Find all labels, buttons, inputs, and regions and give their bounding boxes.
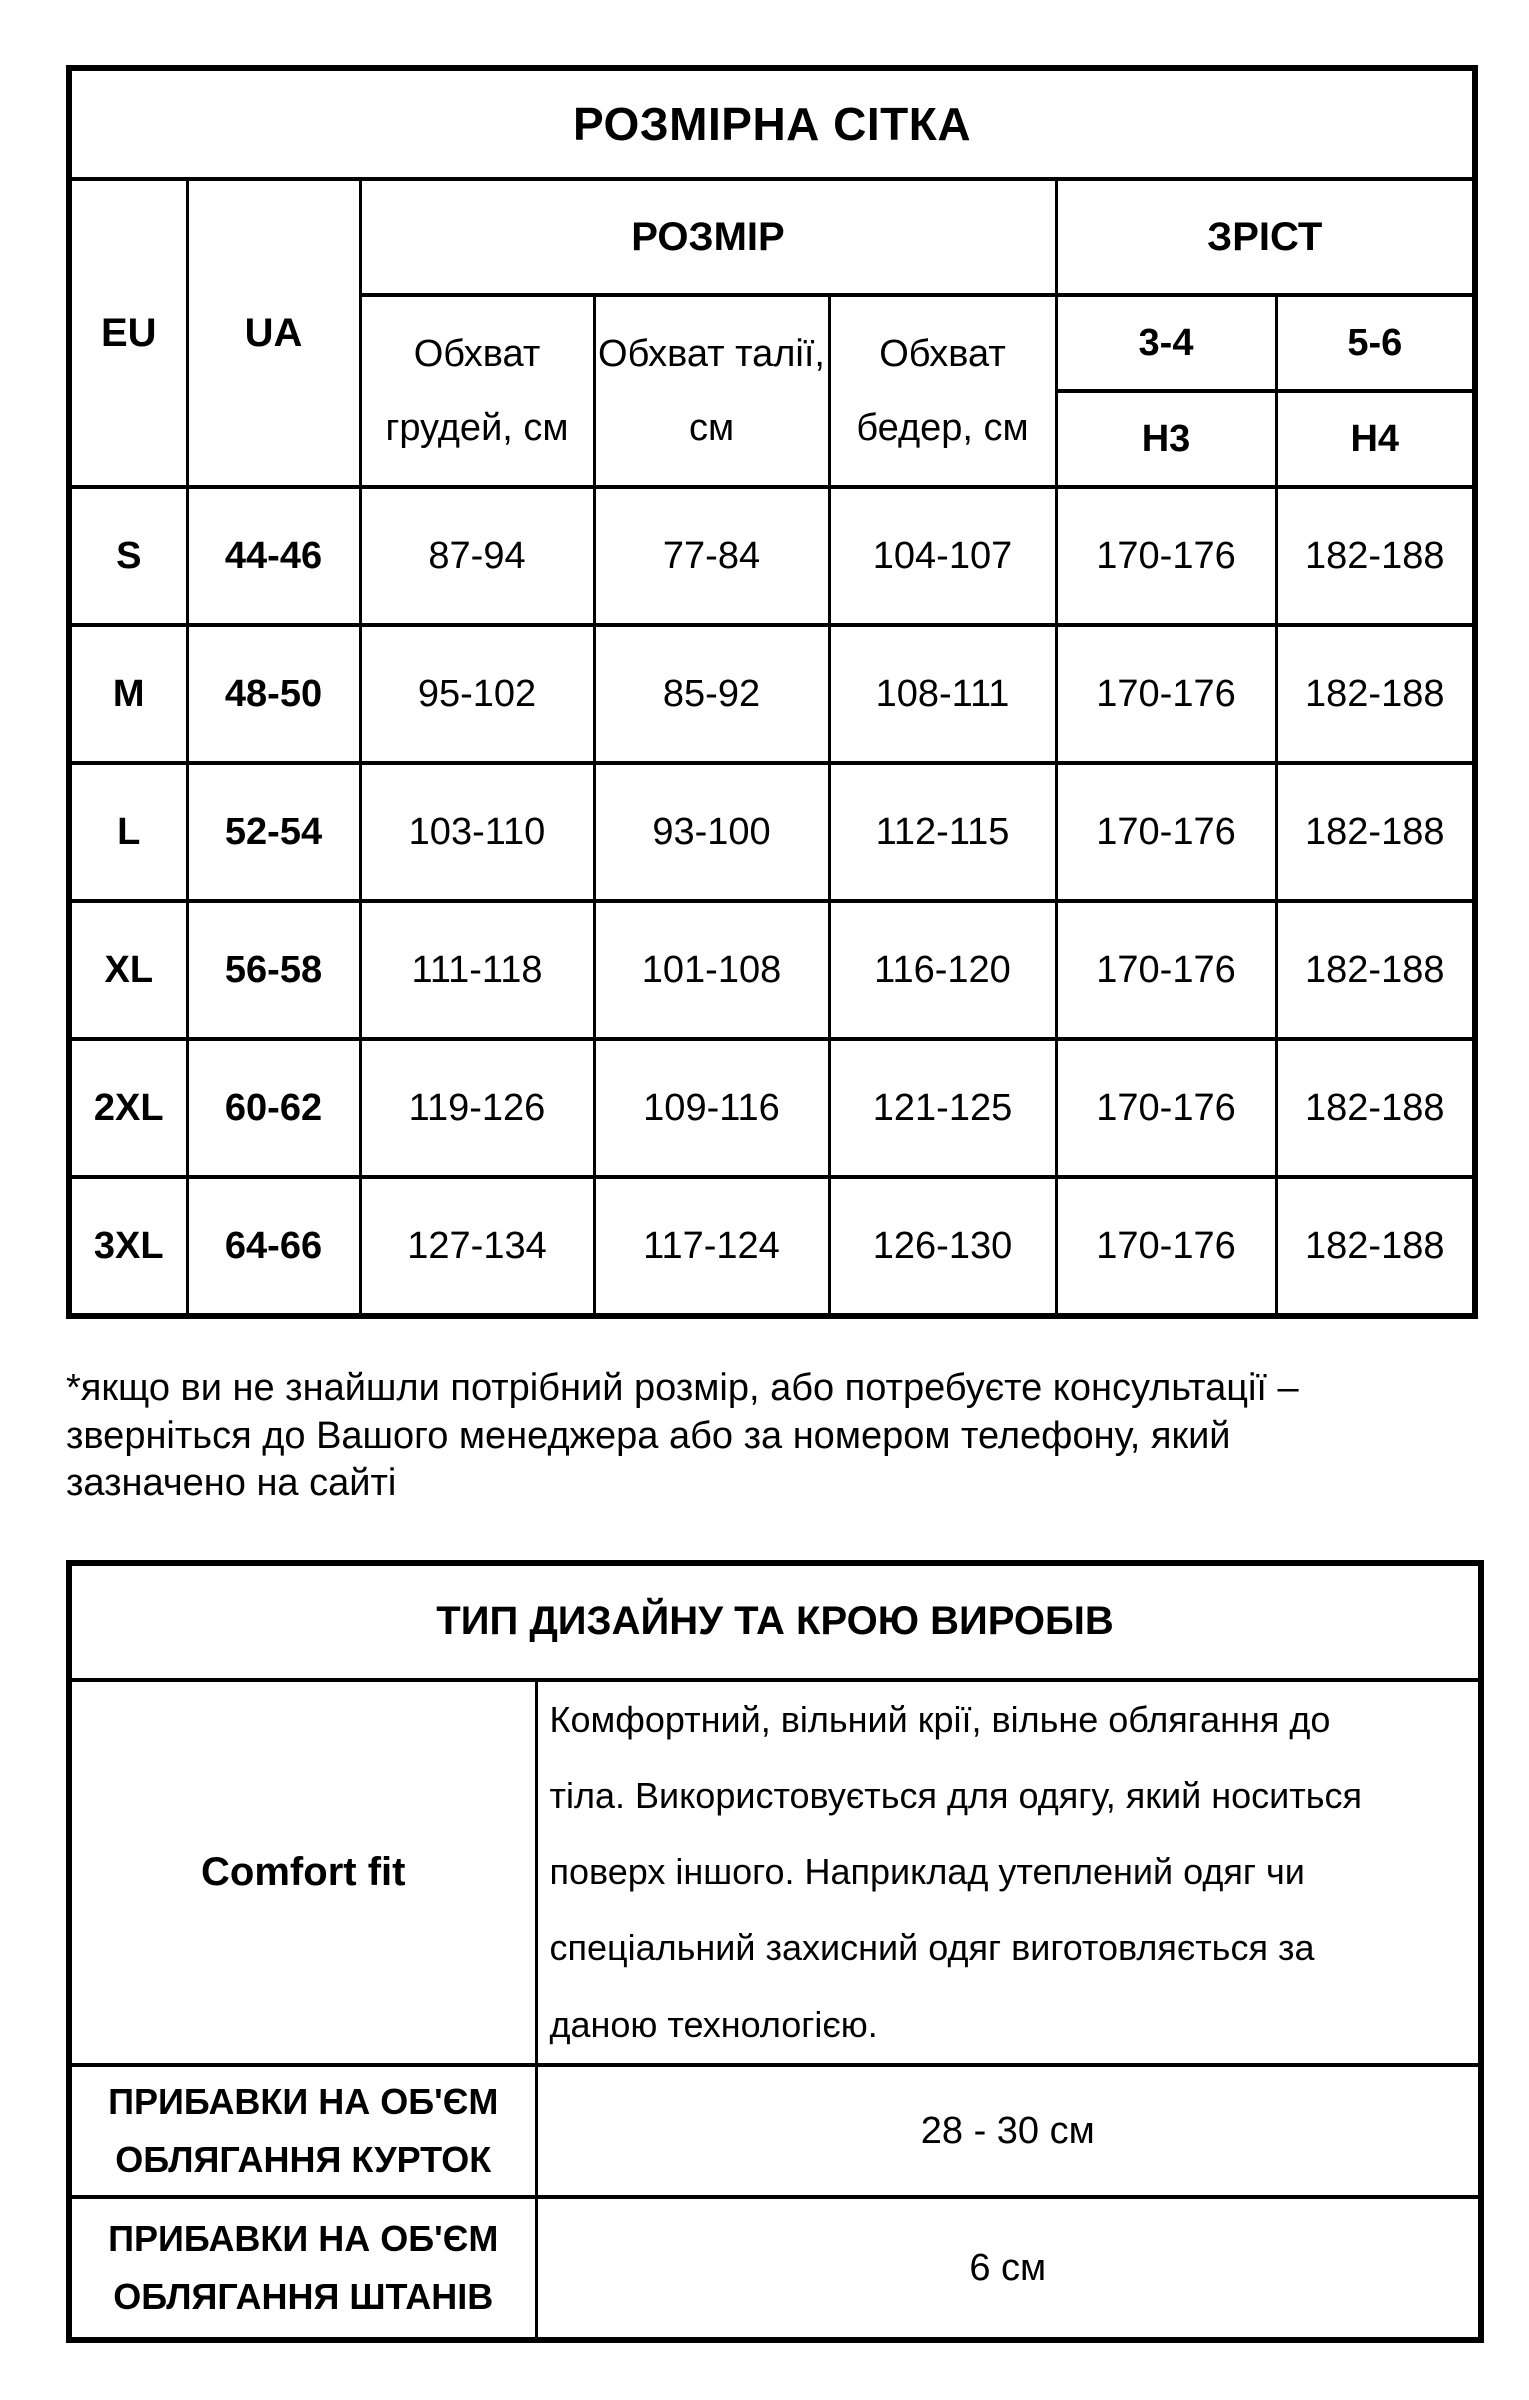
cell-ua: 64-66 xyxy=(187,1177,360,1316)
cell-ua: 60-62 xyxy=(187,1039,360,1177)
size-row-2xl xyxy=(69,1039,1475,1177)
cell-hips: 126-130 xyxy=(829,1177,1056,1316)
cell-height-h3: 170-176 xyxy=(1056,1177,1276,1316)
header-age-3-4: 3-4 xyxy=(1056,295,1276,391)
size-chart-table xyxy=(66,65,1478,1319)
comfort-fit-row xyxy=(69,1680,1481,2066)
cell-hips: 104-107 xyxy=(829,487,1056,625)
cell-ua: 56-58 xyxy=(187,901,360,1039)
jackets-allowance-row xyxy=(69,2065,1481,2197)
header-size-group: РОЗМІР xyxy=(360,179,1056,295)
cell-height-h4: 182-188 xyxy=(1276,487,1475,625)
cell-chest: 127-134 xyxy=(360,1177,594,1316)
cell-height-h3: 170-176 xyxy=(1056,487,1276,625)
cell-hips: 108-111 xyxy=(829,625,1056,763)
header-ua: UA xyxy=(187,179,360,487)
cell-height-h4: 182-188 xyxy=(1276,625,1475,763)
cell-height-h3: 170-176 xyxy=(1056,901,1276,1039)
size-chart-group-header-row xyxy=(69,179,1475,295)
cell-eu: XL xyxy=(69,901,187,1039)
header-hips: Обхват бедер, см xyxy=(829,295,1056,487)
cell-hips: 116-120 xyxy=(829,901,1056,1039)
cell-height-h3: 170-176 xyxy=(1056,763,1276,901)
comfort-fit-description: Комфортний, вільний крії, вільне облягання до тіла. Використовується для одягу, який носиться поверх іншого. Наприклад утеплений одяг чи спеціальний захисний одяг виготовляється за даною технологією. xyxy=(549,1698,1362,2045)
jackets-allowance-label: ПРИБАВКИ НА ОБ'ЄМ ОБЛЯГАННЯ КУРТОК xyxy=(69,2065,536,2197)
cell-height-h3: 170-176 xyxy=(1056,625,1276,763)
pants-allowance-value: 6 см xyxy=(536,2197,1481,2340)
cell-chest: 119-126 xyxy=(360,1039,594,1177)
cell-chest: 103-110 xyxy=(360,763,594,901)
cell-eu: 2XL xyxy=(69,1039,187,1177)
cell-waist: 101-108 xyxy=(594,901,829,1039)
cell-waist: 117-124 xyxy=(594,1177,829,1316)
size-row-3xl xyxy=(69,1177,1475,1316)
cell-height-h3: 170-176 xyxy=(1056,1039,1276,1177)
size-row-xl xyxy=(69,901,1475,1039)
cell-waist: 93-100 xyxy=(594,763,829,901)
comfort-fit-label: Comfort fit xyxy=(69,1680,536,2066)
header-age-5-6: 5-6 xyxy=(1276,295,1475,391)
jackets-allowance-value: 28 - 30 см xyxy=(536,2065,1481,2197)
cell-height-h4: 182-188 xyxy=(1276,763,1475,901)
cell-ua: 48-50 xyxy=(187,625,360,763)
cell-height-h4: 182-188 xyxy=(1276,1039,1475,1177)
cell-ua: 44-46 xyxy=(187,487,360,625)
header-eu: EU xyxy=(69,179,187,487)
size-chart-title: РОЗМІРНА СІТКА xyxy=(69,68,1475,179)
cell-eu: M xyxy=(69,625,187,763)
footnote: *якщо ви не знайшли потрібний розмір, або потребуєте консультації – зверніться до Вашого менеджера або за номером телефону, який зазначено на сайті xyxy=(66,1367,1299,1504)
design-table xyxy=(66,1560,1484,2344)
header-waist: Обхват талії, см xyxy=(594,295,829,487)
cell-chest: 111-118 xyxy=(360,901,594,1039)
header-h3: Н3 xyxy=(1056,391,1276,487)
cell-eu: L xyxy=(69,763,187,901)
size-row-s xyxy=(69,487,1475,625)
comfort-fit-description-cell xyxy=(536,1680,1481,2066)
cell-chest: 95-102 xyxy=(360,625,594,763)
size-row-l xyxy=(69,763,1475,901)
design-table-title: ТИП ДИЗАЙНУ ТА КРОЮ ВИРОБІВ xyxy=(69,1563,1481,1680)
cell-eu: 3XL xyxy=(69,1177,187,1316)
size-chart-title-row xyxy=(69,68,1475,179)
cell-hips: 112-115 xyxy=(829,763,1056,901)
cell-waist: 85-92 xyxy=(594,625,829,763)
header-chest: Обхват грудей, см xyxy=(360,295,594,487)
cell-height-h4: 182-188 xyxy=(1276,901,1475,1039)
cell-chest: 87-94 xyxy=(360,487,594,625)
cell-hips: 121-125 xyxy=(829,1039,1056,1177)
cell-ua: 52-54 xyxy=(187,763,360,901)
cell-height-h4: 182-188 xyxy=(1276,1177,1475,1316)
cell-eu: S xyxy=(69,487,187,625)
cell-waist: 109-116 xyxy=(594,1039,829,1177)
pants-allowance-row xyxy=(69,2197,1481,2340)
header-height-group: ЗРІСТ xyxy=(1056,179,1475,295)
design-table-title-row xyxy=(69,1563,1481,1680)
pants-allowance-label: ПРИБАВКИ НА ОБ'ЄМ ОБЛЯГАННЯ ШТАНІВ xyxy=(69,2197,536,2340)
size-row-m xyxy=(69,625,1475,763)
cell-waist: 77-84 xyxy=(594,487,829,625)
header-h4: Н4 xyxy=(1276,391,1475,487)
